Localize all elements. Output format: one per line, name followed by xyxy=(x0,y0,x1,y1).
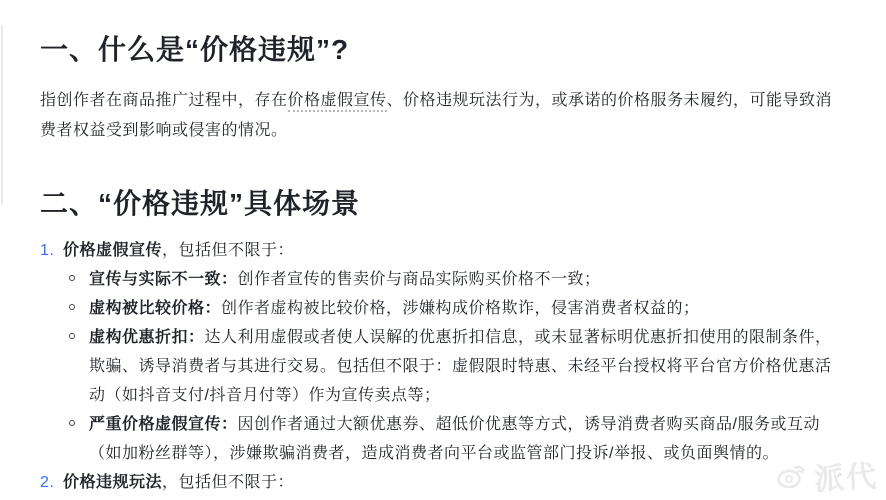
weibo-icon xyxy=(775,459,811,491)
bullet-marker-cell xyxy=(69,265,89,281)
list-item-term: 价格违规玩法 xyxy=(63,474,163,491)
bullet-text xyxy=(89,410,841,468)
section-2-heading: 二、“价格违规”具体场景 xyxy=(40,188,361,219)
left-edge-line xyxy=(1,25,3,205)
bullet-text xyxy=(89,265,841,294)
list-item-text xyxy=(63,468,841,497)
intro-underlined-phrase: 价格虚假宣传 xyxy=(288,92,387,112)
circle-bullet-icon xyxy=(69,333,75,339)
section-1-heading: 一、什么是“价格违规”? xyxy=(40,34,350,65)
circle-bullet-icon xyxy=(69,275,75,281)
bullet-item xyxy=(69,323,841,410)
bullet-item xyxy=(69,265,841,294)
watermark xyxy=(775,451,879,500)
list-item-rest: ，包括但不限于： xyxy=(162,474,295,491)
bullet-item xyxy=(69,294,841,323)
watermark-text: 派代 xyxy=(813,460,879,497)
bullet-list xyxy=(40,265,841,468)
bullet-term: 虚构优惠折扣： xyxy=(89,329,205,346)
intro-paragraph xyxy=(40,86,840,146)
bullet-text xyxy=(89,294,841,323)
list-number: 1. xyxy=(40,242,55,259)
bullet-body: 创作者虚构被比较价格，涉嫌构成价格欺诈，侵害消费者权益的； xyxy=(221,300,700,317)
bullet-body: 达人利用虚假或者使人误解的优惠折扣信息，或未显著标明优惠折扣使用的限制条件，欺骗、诱导消费者与其进行交易。包括但不限于：虚假限时特惠、未经平台授权将平台官方价格优惠活动（如抖音支付/抖音月付等）作为宣传卖点等； xyxy=(89,329,832,404)
bullet-body: 创作者宣传的售卖价与商品实际购买价格不一致； xyxy=(237,271,601,288)
bullet-marker-cell xyxy=(69,294,89,310)
bullet-term: 严重价格虚假宣传： xyxy=(89,416,238,433)
bullet-term: 虚构被比较价格： xyxy=(89,300,222,317)
list-item-rest: ，包括但不限于： xyxy=(162,242,295,259)
bullet-marker-cell xyxy=(69,323,89,339)
list-item-cutoff xyxy=(40,468,841,497)
list-number: 2. xyxy=(40,474,55,491)
list-item-text xyxy=(63,236,841,265)
list-item xyxy=(40,236,841,265)
bullet-term: 宣传与实际不一致： xyxy=(89,271,238,288)
circle-bullet-icon xyxy=(69,420,75,426)
bullet-item xyxy=(69,410,841,468)
bullet-marker-cell xyxy=(69,410,89,426)
circle-bullet-icon xyxy=(69,304,75,310)
intro-text-post: 、价格违规玩法行为，或承诺的价格服务未履约，可能导致消费者权益受到影响或侵害的情况。 xyxy=(40,92,833,139)
bullet-body: 因创作者通过大额优惠券、超低价优惠等方式，诱导消费者购买商品/服务或互动（如加粉丝群等），涉嫌欺骗消费者，造成消费者向平台或监管部门投诉/举报、或负面舆情的。 xyxy=(89,416,820,462)
bullet-text xyxy=(89,323,841,410)
intro-text-pre: 指创作者在商品推广过程中，存在 xyxy=(40,92,288,109)
ordered-list xyxy=(40,236,841,497)
list-item-term: 价格虚假宣传 xyxy=(63,242,163,259)
